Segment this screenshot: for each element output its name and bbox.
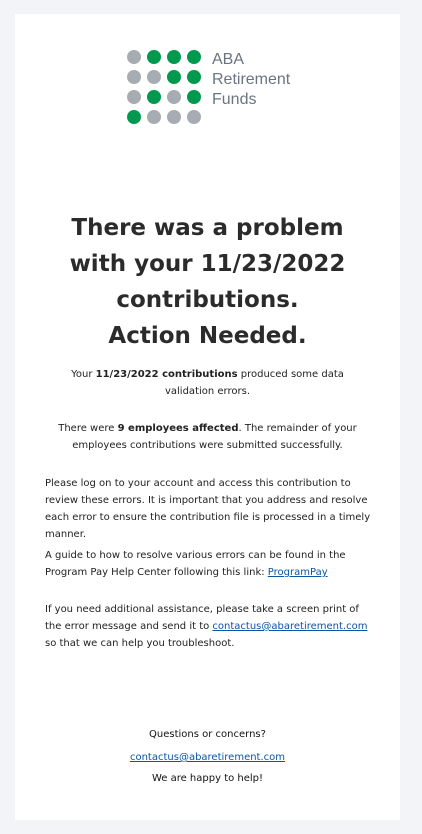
contact-email-link[interactable]: contactus@abaretirement.com [212,621,368,632]
logo-dot [167,90,181,104]
p1-text-end: produced some data validation errors. [164,369,344,397]
logo-dot [147,110,161,124]
contribution-errors-paragraph [52,366,363,400]
p3-text: Please log on to your account and access this contribution to review these errors. It is important that you address and resolve each error to ensure the contribution file is processed in a timely manner. [45,478,371,540]
logo-line-funds: Funds [212,91,257,108]
p2-text-end: . The remainder of your employees contributions were submitted successfully. [72,423,357,451]
aba-retirement-funds-logo [127,50,307,130]
assistance-paragraph [45,601,371,652]
logo-dot [187,110,201,124]
logo-dot [167,50,181,64]
logo-dot [147,90,161,104]
logo-dot [187,50,201,64]
logo-line-aba: ABA [212,51,245,68]
footer-email-row [15,752,400,763]
logo-wordmark [212,50,290,110]
employees-affected-highlight: 9 employees affected [117,423,239,434]
p1-text: Your [71,369,96,380]
headline-line: Action Needed. [108,323,307,349]
headline-line: with your 11/23/2022 [69,251,346,277]
p2-text: There were [58,423,118,434]
footer-question: Questions or concerns? [149,729,266,740]
logo-line-retirement: Retirement [212,71,291,88]
headline-line: There was a problem [71,215,344,241]
logo-dot [127,50,141,64]
logo-dot [147,50,161,64]
logo-dot-grid [127,50,201,124]
p4-text: A guide to how to resolve various errors can be found in the Program Pay Help Center following this link: [45,550,346,578]
logo-dot [127,70,141,84]
logo-dot [127,90,141,104]
programpay-link[interactable]: ProgramPay [267,567,328,578]
logo-dot [127,110,141,124]
help-guide-paragraph [45,547,371,581]
headline-line: contributions. [116,287,299,313]
footer-happy-text: We are happy to help! [151,773,264,784]
footer-email-link[interactable]: contactus@abaretirement.com [129,752,286,763]
log-on-instructions-paragraph [45,475,371,543]
logo-dot [167,110,181,124]
employees-affected-paragraph [52,420,363,454]
contribution-date-highlight: 11/23/2022 contributions [95,369,238,380]
email-card [15,14,400,820]
p5-text-end: so that we can help you troubleshoot. [45,638,235,649]
logo-dot [187,90,201,104]
p5-text: If you need additional assistance, please take a screen print of the error message and send it to [45,604,359,632]
logo-dot [167,70,181,84]
page-title [45,210,370,354]
logo-dot [187,70,201,84]
logo-dot [147,70,161,84]
